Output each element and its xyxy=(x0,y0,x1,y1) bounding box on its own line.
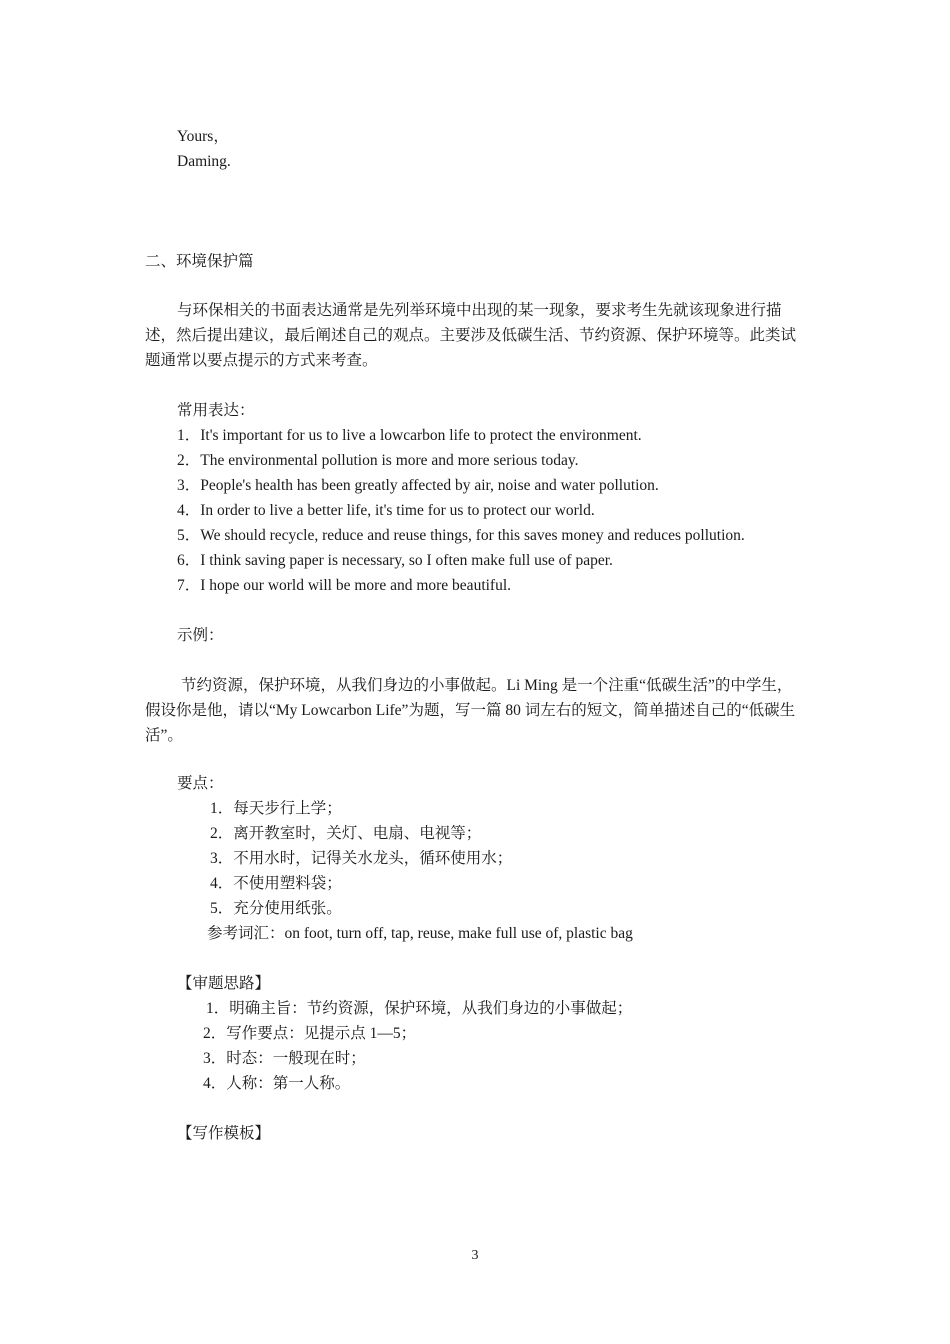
template-heading: 【写作模板】 xyxy=(177,1125,271,1142)
expression-item: 4．In order to live a better life, it's time for us to protect our world. xyxy=(177,502,595,519)
key-point-item: 1．每天步行上学； xyxy=(210,800,342,817)
section-heading: 二、环境保护篇 xyxy=(145,253,254,270)
key-point-item: 4．不使用塑料袋； xyxy=(210,875,342,892)
section-intro-paragraph: 与环保相关的书面表达通常是先列举环境中出现的某一现象，要求考生先就该现象进行描述，然后提出建议，最后阐述自己的观点。主要涉及低碳生活、节约资源、保护环境等。此类试题通常以要点提示的方式来考查。 xyxy=(145,302,797,369)
expression-item: 3．People's health has been greatly affected by air, noise and water pollution. xyxy=(177,477,659,494)
key-point-item: 5．充分使用纸张。 xyxy=(210,900,342,917)
analysis-heading: 【审题思路】 xyxy=(177,975,271,992)
expression-item: 7．I hope our world will be more and more beautiful. xyxy=(177,577,512,594)
reference-vocabulary: 参考词汇：on foot, turn off, tap, reuse, make full use of, plastic bag xyxy=(207,925,633,942)
key-point-item: 2．离开教室时，关灯、电扇、电视等； xyxy=(210,825,482,842)
example-prompt-paragraph: 节约资源，保护环境，从我们身边的小事做起。Li Ming 是一个注重“低碳生活”的中学生，假设你是他，请以“My Lowcarbon Life”为题，写一篇 80 词左右的短文，简单描述自己的“低碳生活”。 xyxy=(145,677,796,744)
expression-item: 2．The environmental pollution is more and more serious today. xyxy=(177,452,579,469)
key-point-item: 3．不用水时，记得关水龙头，循环使用水； xyxy=(210,850,513,867)
analysis-item: 1．明确主旨：节约资源，保护环境，从我们身边的小事做起； xyxy=(206,1000,633,1017)
example-heading: 示例： xyxy=(177,627,224,644)
page-number: 3 xyxy=(471,1248,479,1263)
letter-signature: Daming. xyxy=(177,153,231,170)
expression-item: 6．I think saving paper is necessary, so I often make full use of paper. xyxy=(177,552,613,569)
analysis-item: 2．写作要点：见提示点 1—5； xyxy=(203,1025,417,1042)
analysis-item: 4．人称：第一人称。 xyxy=(203,1075,351,1092)
expression-item: 5．We should recycle, reduce and reuse things, for this saves money and reduces pollution. xyxy=(177,527,745,544)
key-points-heading: 要点： xyxy=(177,775,224,792)
analysis-item: 3．时态：一般现在时； xyxy=(203,1050,366,1067)
expression-item: 1．It's important for us to live a lowcarbon life to protect the environment. xyxy=(177,427,642,444)
letter-closing: Yours， xyxy=(177,128,229,145)
expressions-heading: 常用表达： xyxy=(177,402,255,419)
